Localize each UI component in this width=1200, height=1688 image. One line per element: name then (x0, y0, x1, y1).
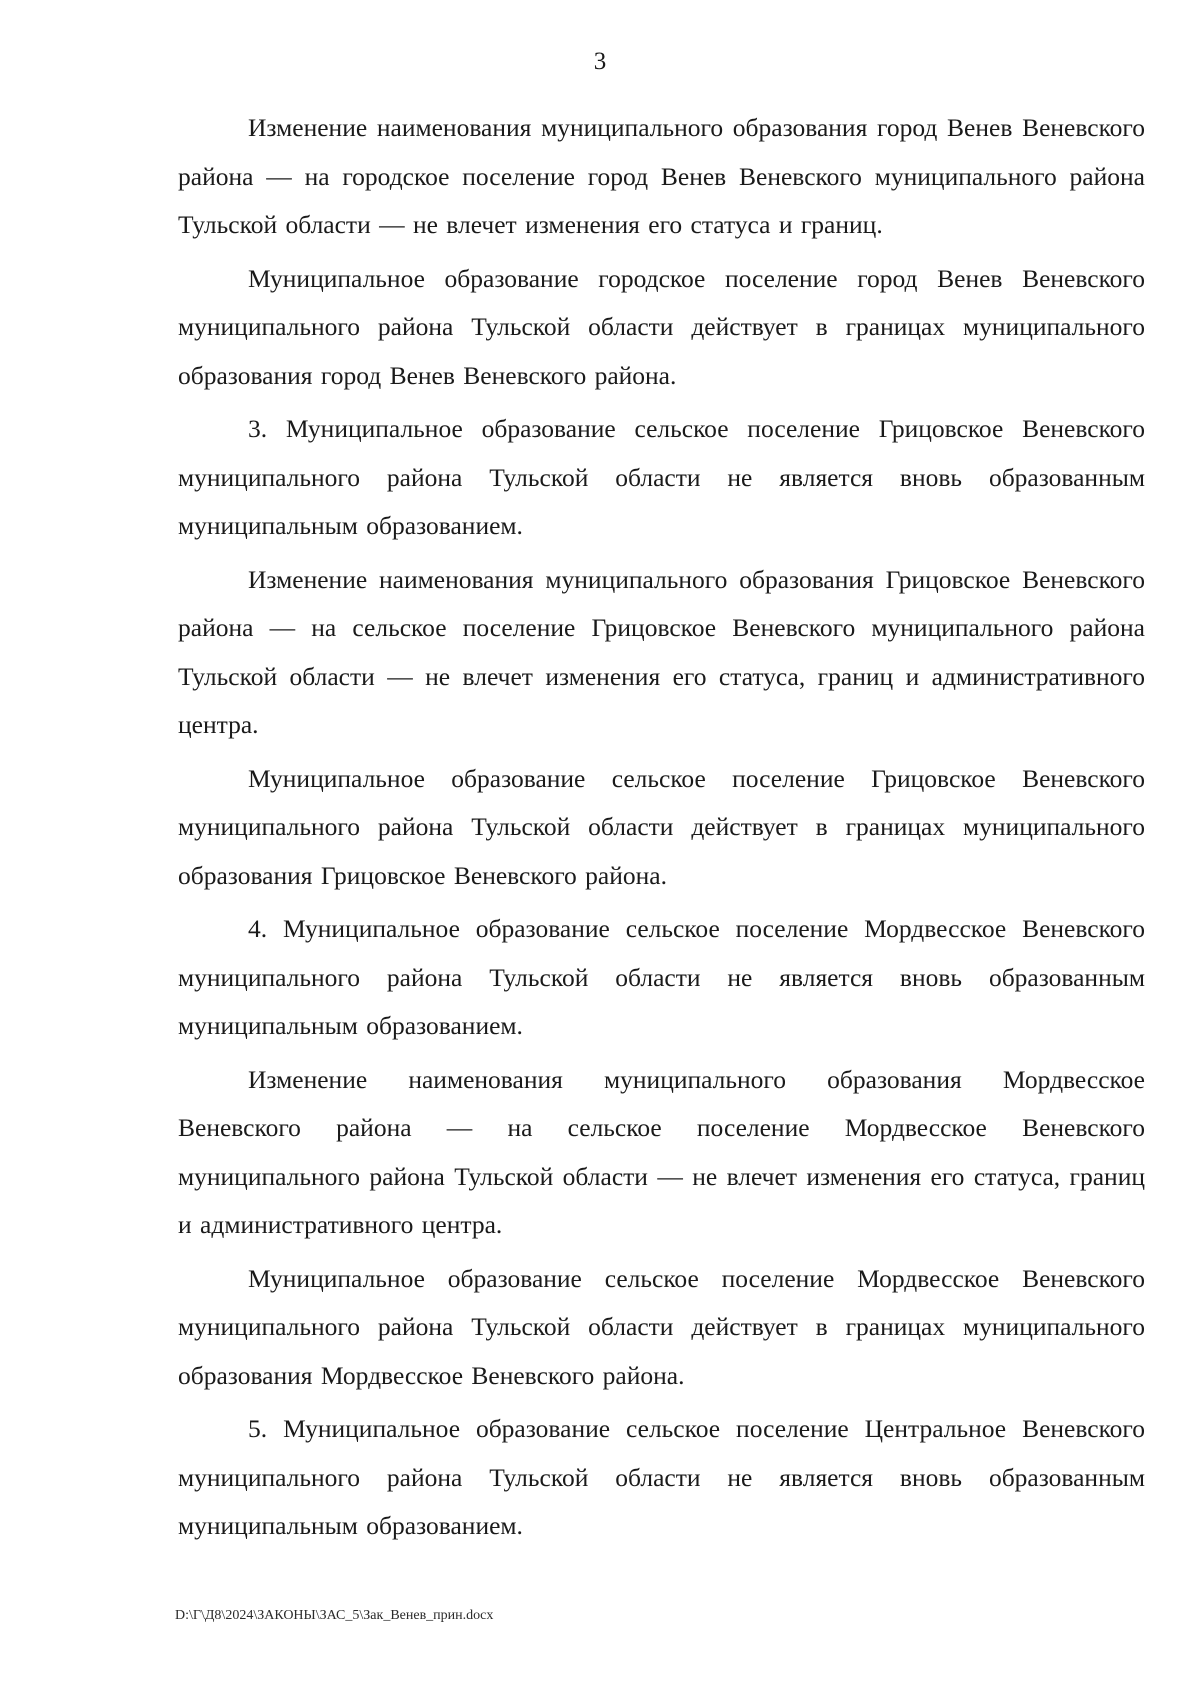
paragraph-item-3-gritsovskoe: 3. Муниципальное образование сельское поселение Грицовское Веневского муниципального района Тульской области не является вновь образованным муниципальным образованием. (178, 414, 1145, 540)
document-body (178, 104, 1145, 1556)
page-number: 3 (593, 48, 607, 75)
paragraph-item-5-tsentralnoe: 5. Муниципальное образование сельское поселение Центральное Веневского муниципального района Тульской области не является вновь образованным муниципальным образованием. (178, 1414, 1145, 1540)
paragraph-venev-boundaries: Муниципальное образование городское поселение город Венев Веневского муниципального района Тульской области действует в границах муниципального образования город Венев Веневского района. (178, 263, 1145, 390)
footer-file-path: D:\Г\Д8\2024\ЗАКОНЫ\ЗАС_5\Зак_Венев_прин.docx (175, 1608, 494, 1623)
paragraph-gritsovskoe-name-change: Изменение наименования муниципального образования Грицовское Веневского района — на сельское поселение Грицовское Веневского муниципального района Тульской области — не влечет изменения его статуса, границ и административного центра. (178, 564, 1145, 739)
paragraph-item-4-mordvesskoe: 4. Муниципальное образование сельское поселение Мордвесское Веневского муниципального района Тульской области не является вновь образованным муниципальным образованием. (178, 914, 1145, 1040)
paragraph-gritsovskoe-boundaries: Муниципальное образование сельское поселение Грицовское Веневского муниципального района Тульской области действует в границах муниципального образования Грицовское Веневского района. (178, 763, 1145, 890)
paragraph-venev-name-change: Изменение наименования муниципального образования город Венев Веневского района — на городское поселение город Венев Веневского муниципального района Тульской области — не влечет изменения его статуса и границ. (178, 113, 1145, 239)
paragraph-mordvesskoe-name-change: Изменение наименования муниципального образования Мордвесское Веневского района — на сельское поселение Мордвесское Веневского муниципального района Тульской области — не влечет изменения его статуса, границ и административного центра. (178, 1064, 1145, 1239)
paragraph-mordvesskoe-boundaries: Муниципальное образование сельское поселение Мордвесское Веневского муниципального района Тульской области действует в границах муниципального образования Мордвесское Веневского района. (178, 1263, 1145, 1390)
